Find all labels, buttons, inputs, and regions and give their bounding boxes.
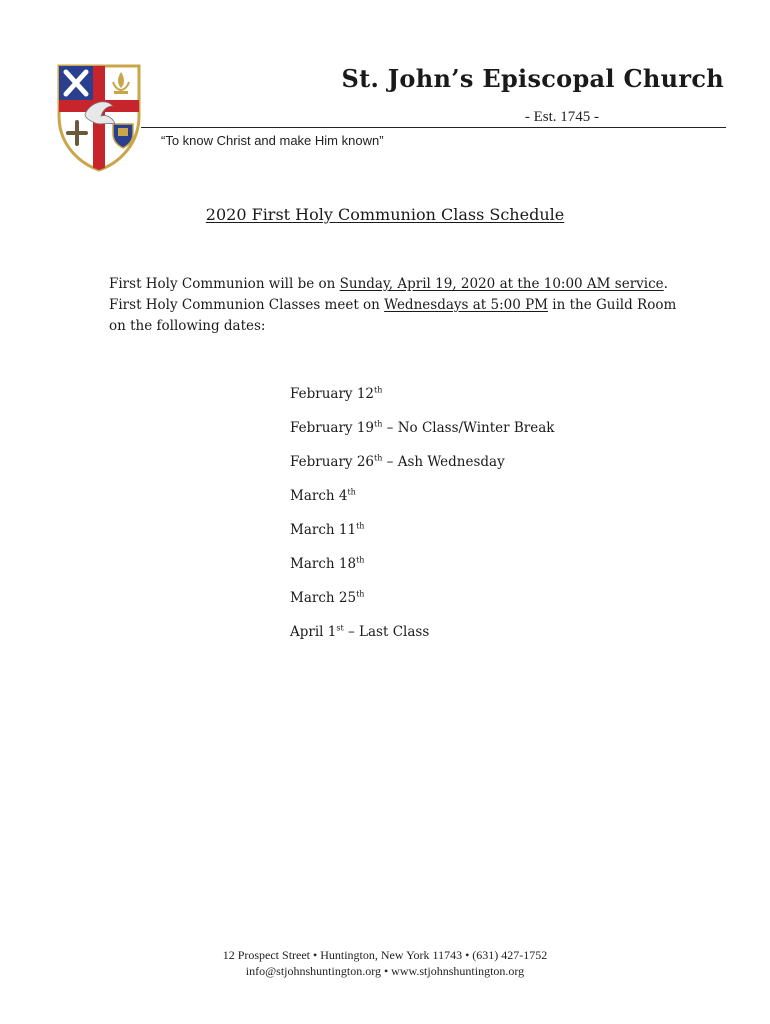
list-item: [290, 554, 554, 588]
church-shield-logo: [55, 62, 143, 174]
document-title: 2020 First Holy Communion Class Schedule: [205, 205, 565, 224]
footer-contact: info@stjohnshuntington.org • www.stjohnshuntington.org: [245, 964, 525, 978]
date-text: March 25: [290, 590, 357, 606]
class-dates-list: [290, 384, 554, 656]
date-suffix: th: [374, 453, 383, 463]
date-suffix: th: [356, 555, 365, 565]
established-year: - Est. 1745 -: [524, 109, 599, 125]
date-text: March 18: [290, 556, 357, 572]
list-item: [290, 418, 554, 452]
date-text: February 19: [290, 420, 375, 436]
date-note: – Last Class: [343, 624, 430, 640]
date-suffix: th: [356, 521, 365, 531]
date-text: April 1: [290, 624, 337, 640]
church-motto: “To know Christ and make Him known”: [161, 133, 384, 148]
intro-paragraph: [109, 274, 684, 337]
header-divider: [141, 127, 726, 128]
church-name: St. John’s Episcopal Church: [341, 64, 724, 93]
date-note: – No Class/Winter Break: [382, 420, 555, 436]
list-item: [290, 622, 554, 656]
date-text: March 11: [290, 522, 357, 538]
date-suffix: th: [347, 487, 356, 497]
date-suffix: st: [336, 623, 344, 633]
class-time: Wednesdays at 5:00 PM: [384, 297, 549, 313]
date-text: February 12: [290, 386, 375, 402]
shield-icon: [55, 62, 143, 174]
intro-text-3: in the Guild Room on the following dates:: [109, 297, 677, 334]
list-item: [290, 452, 554, 486]
date-suffix: th: [374, 419, 383, 429]
list-item: [290, 588, 554, 622]
date-note: – Ash Wednesday: [382, 454, 505, 470]
footer-address: 12 Prospect Street • Huntington, New York 11743 • (631) 427-1752: [222, 948, 548, 962]
date-suffix: th: [356, 589, 365, 599]
list-item: [290, 486, 554, 520]
intro-text-2: . First Holy Communion Classes meet on: [109, 276, 668, 313]
date-suffix: th: [374, 385, 383, 395]
date-text: February 26: [290, 454, 375, 470]
communion-date: Sunday, April 19, 2020 at the 10:00 AM service: [339, 276, 664, 292]
intro-text-1: First Holy Communion will be on: [109, 276, 340, 292]
date-text: March 4: [290, 488, 348, 504]
list-item: [290, 384, 554, 418]
list-item: [290, 520, 554, 554]
letterhead-footer: [0, 947, 770, 979]
